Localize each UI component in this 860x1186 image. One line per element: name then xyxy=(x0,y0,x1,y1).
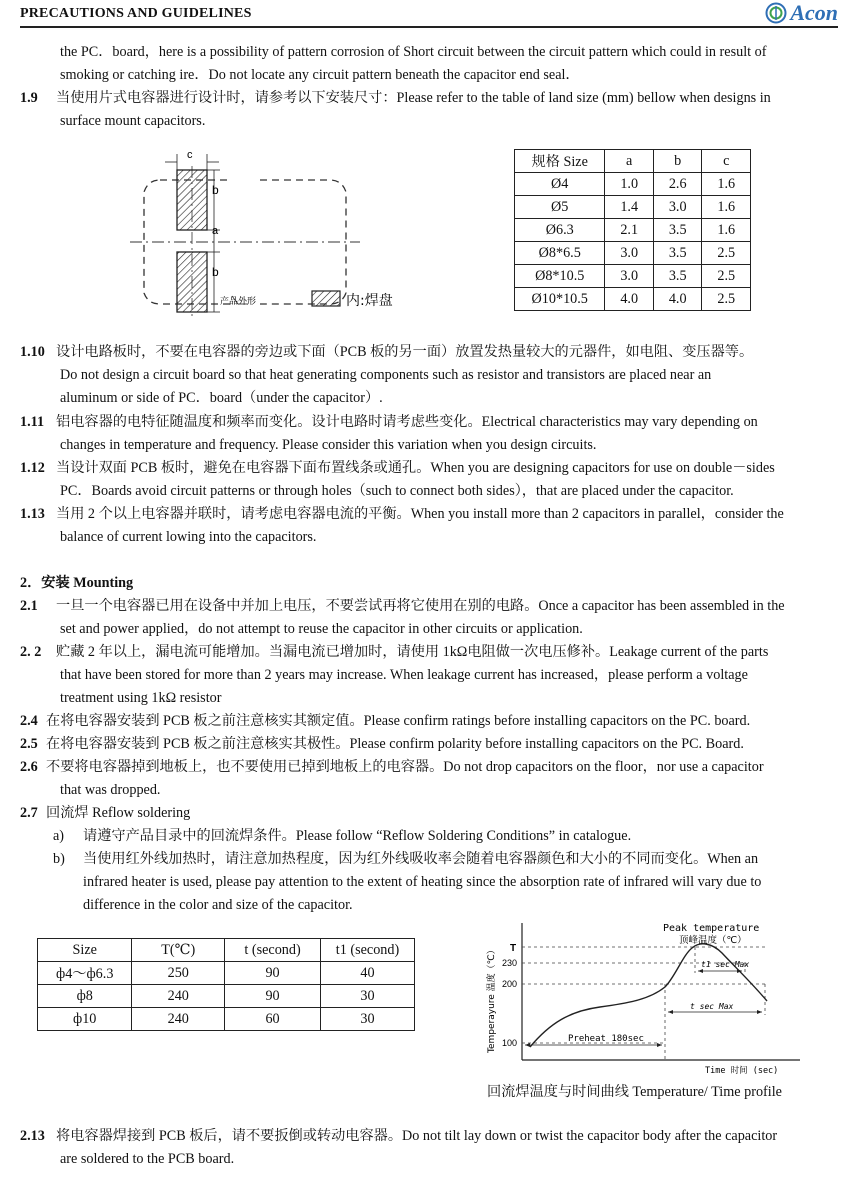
land-table-cell: b xyxy=(653,150,702,173)
land-table-cell: Ø5 xyxy=(515,196,605,219)
tick-230: 230 xyxy=(502,958,518,968)
reflow-table-cell: ф8 xyxy=(38,985,132,1008)
land-table-cell: 1.6 xyxy=(702,196,751,219)
dim-label-c: c xyxy=(187,149,193,161)
section-text-cont: Do not design a circuit board so that heat generating components such as resistor and transistors are placed near an xyxy=(60,367,712,383)
land-table-cell: 2.6 xyxy=(653,173,702,196)
land-table-cell: c xyxy=(702,150,751,173)
dim-label-b-bottom: b xyxy=(212,265,219,279)
section-1-13 xyxy=(20,503,830,549)
land-pad-bottom xyxy=(177,252,207,312)
list-marker-b: b) xyxy=(53,851,65,867)
x-axis-label: Time 时间 (sec) xyxy=(705,1066,779,1076)
section-text: 在将电容器安装到 PCB 板之前注意核实其极性。Please confirm polarity before installing capacitors on the PC. Board. xyxy=(46,736,744,752)
section-text: 一旦一个电容器已用在设备中并加上电压，不要尝试再将它使用在别的电路。Once a capacitor has been assembled in the xyxy=(56,598,785,614)
land-size-table xyxy=(514,149,751,311)
section-2-5 xyxy=(20,733,830,756)
land-table-header-row xyxy=(515,150,751,173)
section-number: 1.13 xyxy=(20,506,45,522)
reflow-table-cell: 240 xyxy=(132,1008,225,1031)
peak-label-en: Peak temperature xyxy=(663,923,760,934)
reflow-table-row xyxy=(38,1008,415,1031)
list-item-b-text: 当使用红外线加热时，请注意加热程度，因为红外线吸收率会随着电容器颜色和大小的不同而变化。When an xyxy=(83,851,759,867)
reflow-table-cell: 250 xyxy=(132,962,225,985)
section-2-2 xyxy=(20,641,830,710)
land-table-row xyxy=(515,242,751,265)
land-table-cell: a xyxy=(605,150,654,173)
reflow-table-row xyxy=(38,962,415,985)
land-table-cell: 1.6 xyxy=(702,173,751,196)
reflow-table-cell: Size xyxy=(38,939,132,962)
section-number: 1.9 xyxy=(20,90,38,106)
t1-label: t1 sec Max xyxy=(701,960,750,969)
reflow-table-cell: 40 xyxy=(321,962,415,985)
section-2-heading: 2．安装 Mounting xyxy=(20,575,134,591)
land-table-cell: Ø8*10.5 xyxy=(515,265,605,288)
reflow-table-cell: T(℃) xyxy=(132,939,225,962)
legend-label: 内:焊盘 xyxy=(346,293,393,309)
section-text: 当用 2 个以上电容器并联时，请考虑电容器电流的平衡。When you install more than 2 capacitors in parallel，consider the xyxy=(56,506,784,522)
section-text-cont: treatment using 1kΩ resistor xyxy=(60,690,222,706)
land-table-cell: 1.6 xyxy=(702,219,751,242)
reflow-table-cell: 30 xyxy=(321,1008,415,1031)
intro-line-1: the PC．board，here is a possibility of pattern corrosion of Short circuit between the circuit pattern which could in result of xyxy=(60,44,767,60)
land-table-cell: 3.0 xyxy=(605,265,654,288)
reflow-table-cell: 60 xyxy=(225,1008,321,1031)
section-number: 1.12 xyxy=(20,460,45,476)
section-number: 2.13 xyxy=(20,1128,45,1144)
section-2-4 xyxy=(20,710,830,733)
section-text: 贮藏 2 年以上，漏电流可能增加。当漏电流已增加时，请使用 1kΩ电阻做一次电压修补。Leakage current of the parts xyxy=(56,644,769,660)
section-text: 不要将电容器掉到地板上，也不要使用已掉到地板上的电容器。Do not drop capacitors on the floor，nor use a capacitor xyxy=(46,759,764,775)
section-number: 1.10 xyxy=(20,344,45,360)
land-table-row xyxy=(515,173,751,196)
section-number: 2.1 xyxy=(20,598,38,614)
land-table-cell: 3.5 xyxy=(653,219,702,242)
reflow-table-cell: 90 xyxy=(225,985,321,1008)
land-table-cell: 2.5 xyxy=(702,288,751,311)
section-number: 2. 2 xyxy=(20,644,42,660)
section-text-cont: aluminum or side of PC．board（under the capacitor）. xyxy=(60,390,383,406)
section-text-cont: that was dropped. xyxy=(60,782,161,798)
reflow-table-header-row xyxy=(38,939,415,962)
section-2-1 xyxy=(20,595,830,641)
land-table-cell: Ø10*10.5 xyxy=(515,288,605,311)
section-number: 2.5 xyxy=(20,736,38,752)
section-text: 回流焊 Reflow soldering xyxy=(46,805,191,821)
header-title: PRECAUTIONS AND GUIDELINES xyxy=(20,6,252,21)
section-text: 铝电容器的电特征随温度和频率而变化。设计电路时请考虑些变化。Electrical characteristics may vary depending on xyxy=(56,414,758,430)
list-item-b-text-cont: infrared heater is used, please pay attention to the extent of heating since the absorption rate of infrared will vary due to xyxy=(83,874,762,890)
section-1-12 xyxy=(20,457,830,503)
legend-hatch-swatch xyxy=(312,291,340,306)
tick-T: T xyxy=(510,943,517,954)
section-2-6 xyxy=(20,756,830,802)
section-text-cont: that have been stored for more than 2 years may increase. When leakage current has increased，please perform a voltage xyxy=(60,667,748,683)
section-number: 2.4 xyxy=(20,713,38,729)
section-number: 2.7 xyxy=(20,805,38,821)
land-table-cell: Ø6.3 xyxy=(515,219,605,242)
profile-chart-caption: 回流焊温度与时间曲线 Temperature/ Time profile xyxy=(487,1084,782,1100)
outline-label: 产品外形 xyxy=(220,297,257,307)
y-axis-label: Temperayure 温度（℃） xyxy=(487,945,497,1053)
section-1-11 xyxy=(20,411,830,457)
reflow-table-cell: ф10 xyxy=(38,1008,132,1031)
land-table-cell: Ø4 xyxy=(515,173,605,196)
land-table-cell: 规格 Size xyxy=(515,150,605,173)
land-table-row xyxy=(515,265,751,288)
preheat-label: Preheat 180sec xyxy=(568,1034,644,1044)
land-pad-top xyxy=(177,170,207,230)
section-1-10 xyxy=(20,341,830,410)
land-pattern-diagram xyxy=(120,148,410,318)
reflow-table-cell: 240 xyxy=(132,985,225,1008)
intro-paragraph xyxy=(20,41,860,87)
section-text-cont: set and power applied，do not attempt to reuse the capacitor in other circuits or application. xyxy=(60,621,583,637)
section-text: 设计电路板时，不要在电容器的旁边或下面（PCB 板的另一面）放置发热量较大的元器件，如电阻、变压器等。 xyxy=(56,344,754,360)
tick-100: 100 xyxy=(502,1038,518,1048)
section-text-cont: balance of current lowing into the capacitors. xyxy=(60,529,317,545)
list-marker-a: a) xyxy=(53,828,65,844)
land-table-row xyxy=(515,219,751,242)
section-text-cont: surface mount capacitors. xyxy=(60,113,206,129)
land-table-row xyxy=(515,288,751,311)
reflow-table-cell: t1 (second) xyxy=(321,939,415,962)
land-table-cell: Ø8*6.5 xyxy=(515,242,605,265)
land-table-cell: 2.5 xyxy=(702,242,751,265)
land-table-cell: 4.0 xyxy=(605,288,654,311)
land-table-cell: 3.5 xyxy=(653,242,702,265)
reflow-conditions-table xyxy=(37,938,415,1031)
dim-label-b-top: b xyxy=(212,183,219,197)
acon-logo-icon xyxy=(765,2,787,24)
section-2-7 xyxy=(20,802,830,917)
land-table-cell: 2.5 xyxy=(702,265,751,288)
page-header xyxy=(20,0,838,28)
section-text-cont: are soldered to the PCB board. xyxy=(60,1151,235,1167)
section-text-cont: changes in temperature and frequency. Please consider this variation when you design circuits. xyxy=(60,437,597,453)
reflow-table-cell: t (second) xyxy=(225,939,321,962)
land-table-cell: 4.0 xyxy=(653,288,702,311)
land-table-cell: 2.1 xyxy=(605,219,654,242)
section-number: 1.11 xyxy=(20,414,45,430)
land-table-cell: 1.0 xyxy=(605,173,654,196)
section-text: 在将电容器安装到 PCB 板之前注意核实其额定值。Please confirm ratings before installing capacitors on the PC. board. xyxy=(46,713,751,729)
reflow-table-cell: 90 xyxy=(225,962,321,985)
reflow-table-cell: 30 xyxy=(321,985,415,1008)
list-item-b-text-cont: difference in the color and size of the capacitor. xyxy=(83,897,353,913)
list-item-a-text: 请遵守产品目录中的回流焊条件。Please follow “Reflow Soldering Conditions” in catalogue. xyxy=(83,828,632,844)
section-text: 当设计双面 PCB 板时，避免在电容器下面布置线条或通孔。When you are designing capacitors for use on double－sides xyxy=(56,460,775,476)
peak-label-cn: 顶峰温度（℃） xyxy=(679,935,747,946)
acon-logo xyxy=(765,1,838,25)
land-table-row xyxy=(515,196,751,219)
section-text-cont: PC．Boards avoid circuit patterns or through holes（such to connect both sides），that are placed under the capacitor. xyxy=(60,483,734,499)
section-number: 2.6 xyxy=(20,759,38,775)
section-2-13 xyxy=(20,1125,830,1171)
land-table-cell: 3.0 xyxy=(605,242,654,265)
logo-text: Acon xyxy=(790,0,838,25)
dim-label-a: a xyxy=(212,225,219,237)
section-text: 将电容器焊接到 PCB 板后，请不要扳倒或转动电容器。Do not tilt lay down or twist the capacitor body after the capacitor xyxy=(56,1128,778,1144)
land-table-cell: 1.4 xyxy=(605,196,654,219)
land-table-cell: 3.0 xyxy=(653,196,702,219)
tick-200: 200 xyxy=(502,979,518,989)
reflow-table-cell: ф4～ф6.3 xyxy=(38,962,132,985)
temperature-profile-chart xyxy=(480,915,810,1080)
reflow-table-row xyxy=(38,985,415,1008)
land-table-cell: 3.5 xyxy=(653,265,702,288)
intro-line-2: smoking or catching ire．Do not locate any circuit pattern beneath the capacitor end seal． xyxy=(60,67,580,83)
section-text: 当使用片式电容器进行设计时，请参考以下安装尺寸：Please refer to the table of land size (mm) bellow when designs in xyxy=(56,90,771,106)
section-1-9 xyxy=(20,87,830,133)
t-label: t sec Max xyxy=(690,1002,734,1011)
